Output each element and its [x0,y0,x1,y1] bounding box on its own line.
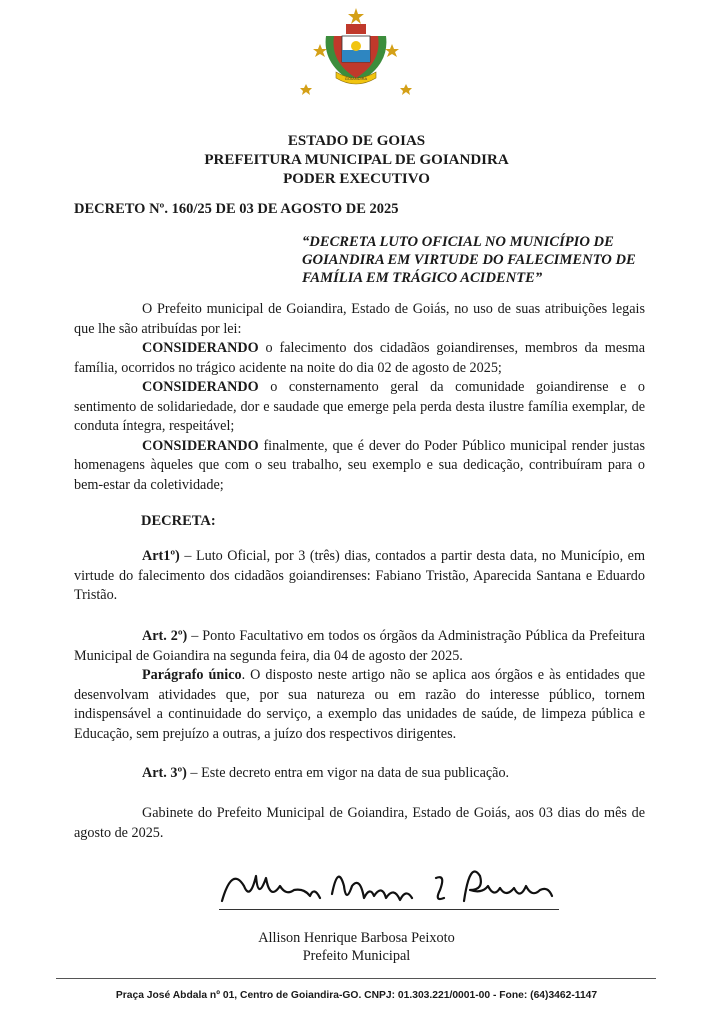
article-text: – Luto Oficial, por 3 (três) dias, contados a partir desta data, no Município, em virtude do falecimento dos cidadãos goiandirenses: Fabiano Tristão, Aparecida Santana e Eduardo Tristão. [74,548,645,603]
article-3 [74,764,645,784]
article-label: Art. 3º) [142,765,187,781]
considerando-2 [74,378,645,437]
decreta-heading: DECRETA: [141,513,216,529]
crest-banner-text: GOIANDIRA [344,76,368,81]
document-header [0,132,713,189]
considerando-label: CONSIDERANDO [142,379,259,395]
considerando-text: o consternamento geral da comunidade goiandirense e o sentimento de solidariedade, dor e saudade que emerge pela perda desta ilustre família exemplar, de conduta íntegra, respeitável; [74,379,645,434]
handwritten-signature [214,846,559,916]
footer-address: Praça José Abdala nº 01, Centro de Goiandira-GO. CNPJ: 01.303.221/0001-00 - Fone: (64)3462-1147 [115,990,598,1001]
considerando-1 [74,339,645,378]
signature-line [219,909,559,910]
footer-divider [56,978,656,979]
decree-body [74,300,645,495]
header-prefeitura: PREFEITURA MUNICIPAL DE GOIANDIRA [204,152,509,168]
preamble: O Prefeito municipal de Goiandira, Estado de Goiás, no uso de suas atribuições legais que lhe são atribuídas por lei: [74,301,645,337]
considerando-3 [74,437,645,496]
signer-title: Prefeito Municipal [302,948,411,964]
article-label: Art. 2º) [142,628,188,644]
article-text: – Este decreto entra em vigor na data de sua publicação. [186,765,510,781]
considerando-text: o falecimento dos cidadãos goiandirenses, membros da mesma família, ocorridos no trágico acidente na noite do dia 02 de agosto de 2025; [74,340,645,376]
article-text: – Ponto Facultativo em todos os órgãos da Administração Pública da Prefeitura Municipal de Goiandira na segunda feira, dia 04 de agosto der 2025. [74,628,645,664]
paragrafo-label: Parágrafo único [142,667,242,683]
decree-ementa: “DECRETA LUTO OFICIAL NO MUNICÍPIO DE GOIANDIRA EM VIRTUDE DO FALECIMENTO DE FAMÍLIA EM TRÁGICO ACIDENTE” [302,234,636,286]
signer-block [0,929,713,965]
signer-name: Allison Henrique Barbosa Peixoto [258,930,455,946]
header-state: ESTADO DE GOIAS [287,133,426,149]
paragrafo-text: . O disposto neste artigo não se aplica aos órgãos e às entidades que desenvolvam atividades que, por sua natureza ou em razão do interesse público, tornem indispensável a continuidade do serviço, a exemplo das unidades de saúde, de limpeza pública e Educação, sem prejuízo a outras, a juízo dos respectivos dirigentes. [74,667,645,742]
header-poder: PODER EXECUTIVO [283,171,430,187]
article-label: Art1º) [142,548,180,564]
article-2 [74,627,645,666]
coat-of-arms-icon [296,6,416,96]
considerando-label: CONSIDERANDO [142,340,259,356]
article-2-block [74,627,645,744]
closing-paragraph: Gabinete do Prefeito Municipal de Goiandira, Estado de Goiás, aos 03 dias do mês de agosto de 2025. [74,805,645,841]
considerando-label: CONSIDERANDO [142,437,259,454]
paragrafo-unico [74,666,645,744]
article-1 [74,547,645,606]
considerando-text: finalmente, que é dever do Poder Público municipal render justas homenagens àqueles que com o seu trabalho, seu exemplo e sua dedicação, contribuíram para o bem-estar da coletividade; [74,437,645,493]
decree-title: DECRETO Nº. 160/25 DE 03 DE AGOSTO DE 2025 [74,201,399,217]
